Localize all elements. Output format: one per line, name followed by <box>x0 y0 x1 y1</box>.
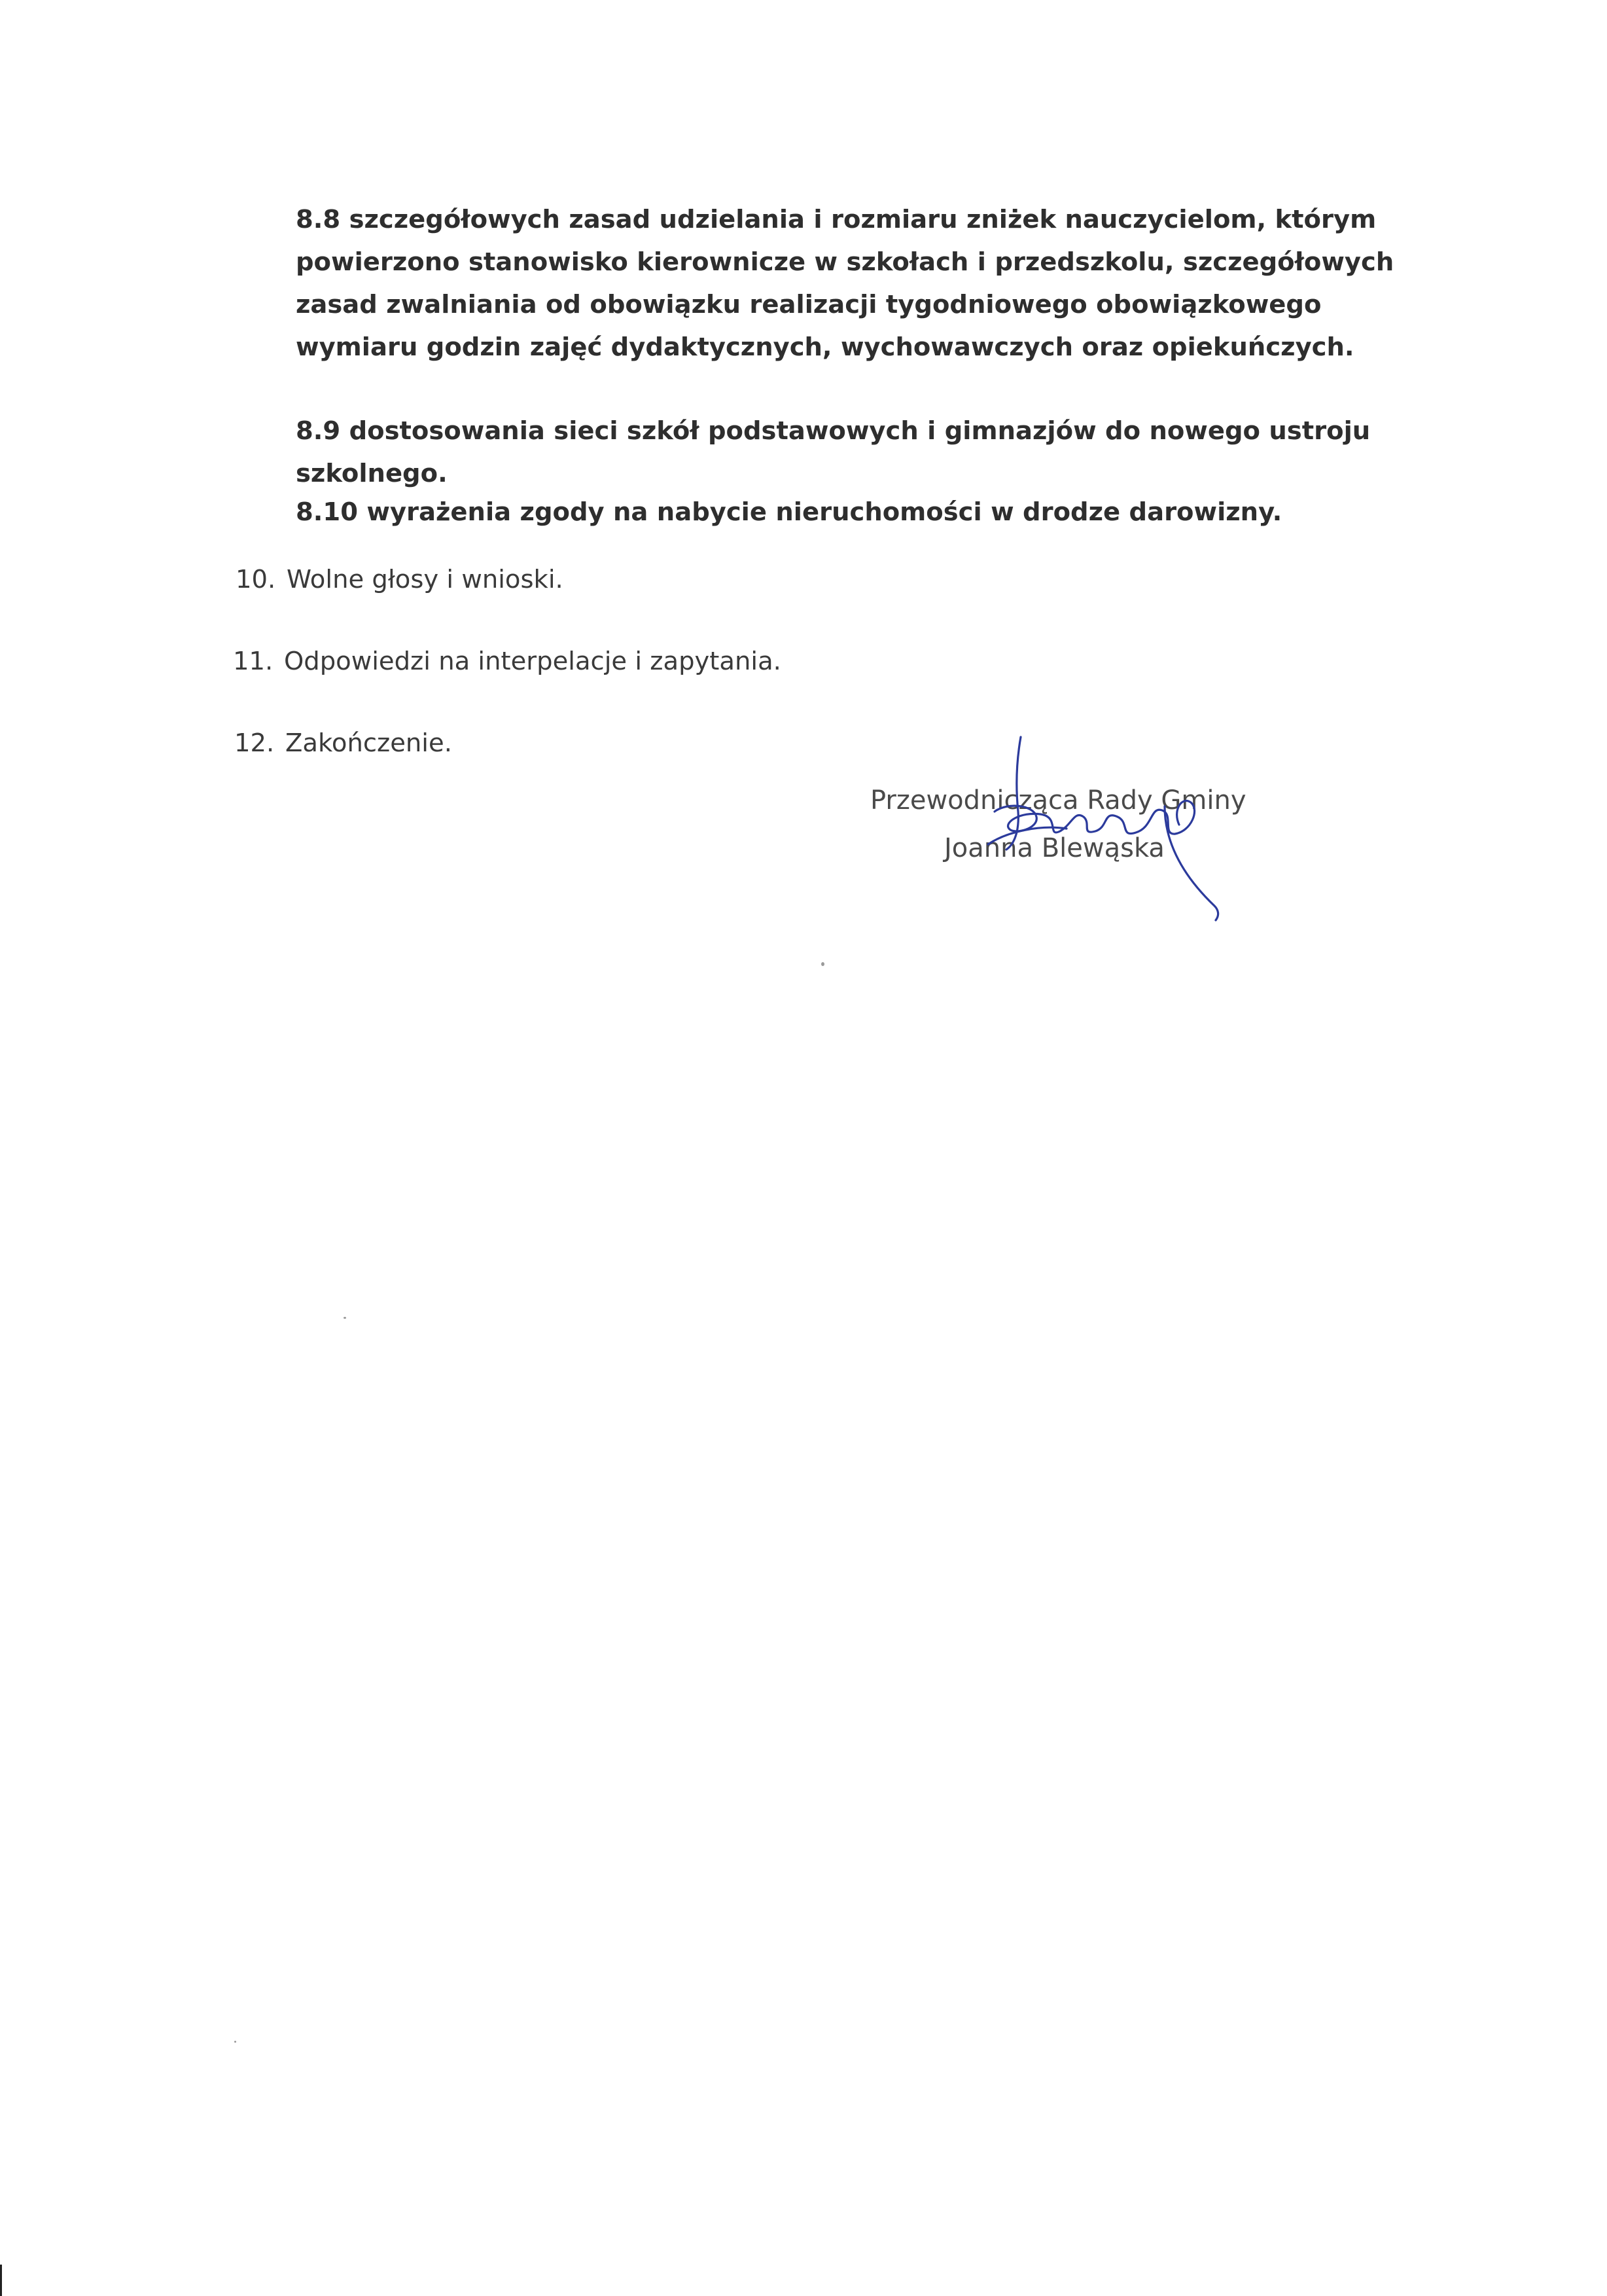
agenda-item-number: 12. <box>234 728 275 758</box>
agenda-item-10 <box>236 560 563 600</box>
agenda-item-text: Wolne głosy i wnioski. <box>287 565 563 594</box>
handwritten-signature <box>968 733 1243 942</box>
agenda-subitem-8-8: 8.8 szczegółowych zasad udzielania i rozmiaru zniżek nauczycielom, którym powierzono stanowisko kierownicze w szkołach i przedszkolu, szczegółowych zasad zwalniania od obowiązku realizacji tygodniowego obowiązkowego wymiaru godzin zajęć dydaktycznych, wychowawczych oraz opiekuńczych. <box>296 205 1394 362</box>
signature-stroke-cross <box>988 827 1067 844</box>
agenda-item-number: 10. <box>236 565 276 594</box>
agenda-item-number: 11. <box>233 647 274 676</box>
agenda-item-11 <box>233 642 781 681</box>
scan-speck <box>344 1317 346 1319</box>
scan-edge-mark <box>0 2265 2 2296</box>
agenda-subitem-8-10: 8.10 wyrażenia zgody na nabycie nieruchomości w drodze darowizny. <box>296 497 1282 527</box>
signatory-title: Przewodnicząca Rady Gminy <box>870 785 1246 816</box>
agenda-item-text: Zakończenie. <box>285 728 452 758</box>
agenda-item-text: Odpowiedzi na interpelacje i zapytania. <box>284 647 781 676</box>
signatory-name: Joanna Blewąska <box>944 833 1165 863</box>
scan-speck <box>234 2041 236 2043</box>
agenda-subitem-8-9: 8.9 dostosowania sieci szkół podstawowych i gimnazjów do nowego ustroju szkolnego. <box>296 416 1371 488</box>
scan-speck <box>821 962 824 966</box>
signature-strokes <box>988 737 1218 920</box>
agenda-item-12 <box>234 724 452 763</box>
